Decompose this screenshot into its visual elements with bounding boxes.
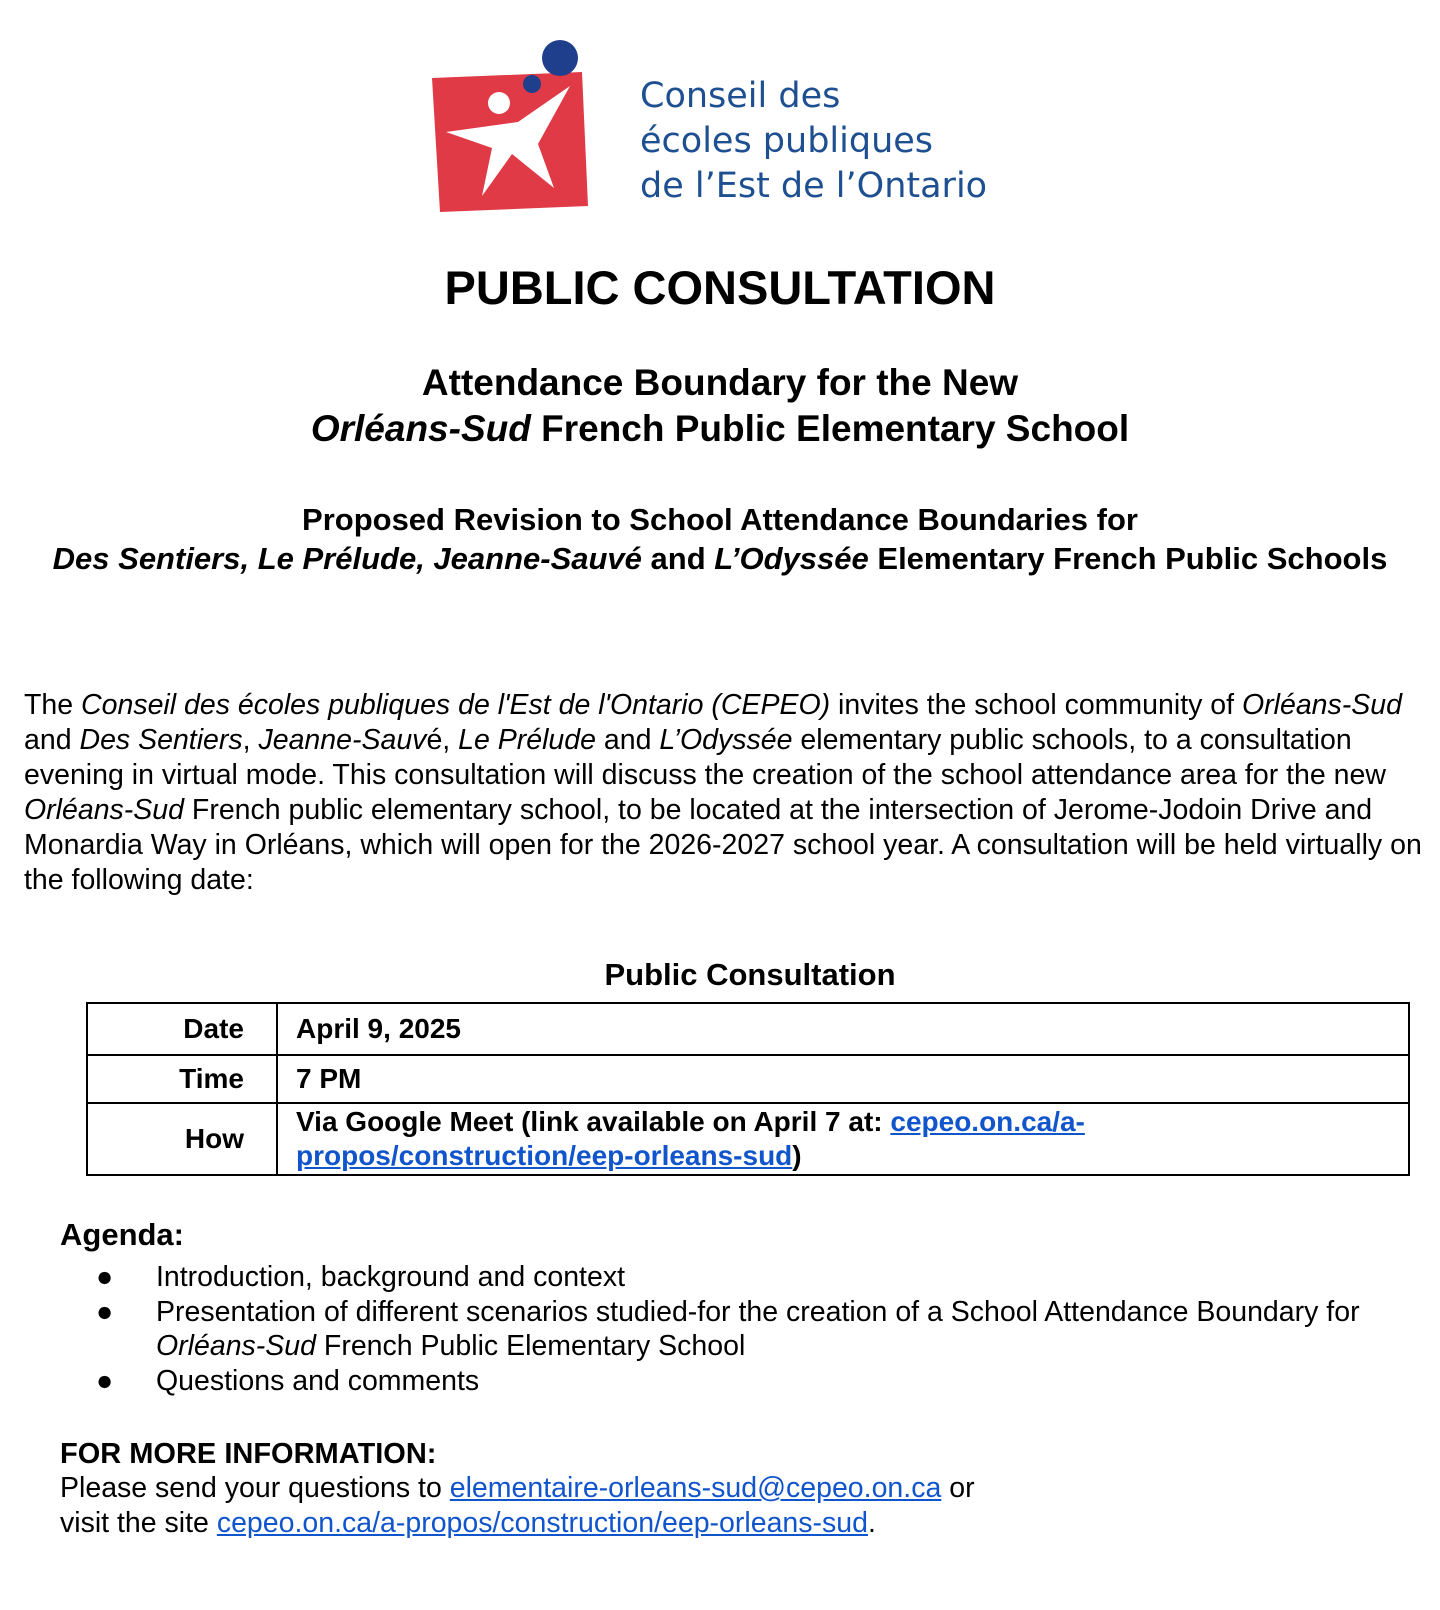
table-row xyxy=(87,1055,1409,1103)
logo-line-3: de l’Est de l’Ontario xyxy=(640,166,988,206)
bullet-icon: ● xyxy=(96,1261,114,1293)
more-info-line-1 xyxy=(60,1471,1360,1506)
list-item xyxy=(60,1295,1440,1364)
logo-line-1: Conseil des xyxy=(640,76,841,116)
intro-school: Des Sentiers xyxy=(79,724,243,756)
intro-school: Le Prélude xyxy=(458,724,596,756)
logo-large-blue-dot xyxy=(542,40,578,76)
bullet-icon: ● xyxy=(96,1364,114,1397)
consultation-heading: Public Consultation xyxy=(604,957,896,992)
more-info-text-part: or xyxy=(941,1472,975,1504)
logo-line-2: écoles publiques xyxy=(640,121,934,161)
logo-small-blue-dot xyxy=(523,75,541,93)
more-info-text-part: . xyxy=(867,1507,876,1539)
intro-text: The xyxy=(24,689,82,721)
intro-text: elementary public schools, to a consultation evening in virtual mode. This consultation will discuss the creation of the school attendance area for the new xyxy=(24,724,1386,791)
proposed-schools: Des Sentiers, Le Prélude, Jeanne-Sauvé xyxy=(52,541,642,576)
cepeo-logo xyxy=(432,36,608,216)
agenda-school-name: Orléans-Sud xyxy=(156,1330,316,1362)
proposed-and: and xyxy=(641,541,715,576)
subtitle-school-name: Orléans-Sud xyxy=(310,408,531,449)
proposed-line-1: Proposed Revision to School Attendance Boundaries for xyxy=(302,502,1138,537)
date-label: Date xyxy=(87,1003,277,1055)
intro-text: French public elementary school, to be located at the intersection of Jerome-Jodoin Drive and Monardia Way in Orléans, which will open for the 2026-2027 school year. A consultation will be held virtually on the following date: xyxy=(24,794,1422,896)
how-value xyxy=(277,1103,1409,1175)
table-row xyxy=(87,1103,1409,1175)
agenda-item-text: Presentation of different scenarios studied-for the creation of a School Attendance Boundary for xyxy=(156,1295,1360,1328)
date-value: April 9, 2025 xyxy=(277,1003,1409,1055)
consultation-table xyxy=(86,1002,1410,1176)
email-link[interactable]: elementaire-orleans-sud@cepeo.on.ca xyxy=(449,1472,942,1504)
intro-school: Orléans-Sud xyxy=(24,794,184,826)
page-title: PUBLIC CONSULTATION xyxy=(444,261,996,314)
agenda-item-text: Questions and comments xyxy=(156,1364,480,1397)
subtitle-line-2-rest: French Public Elementary School xyxy=(530,408,1130,449)
cepeo-logo-icon xyxy=(432,36,608,216)
intro-board-name: Conseil des écoles publiques de l'Est de l'Ontario (CEPEO) xyxy=(81,689,831,721)
agenda-list xyxy=(60,1260,1440,1398)
table-row xyxy=(87,1003,1409,1055)
time-value: 7 PM xyxy=(277,1055,1409,1103)
subtitle xyxy=(20,360,1420,452)
agenda-item-text: Introduction, background and context xyxy=(156,1261,625,1293)
proposed-revision-heading xyxy=(20,500,1420,578)
proposed-school-4: L’Odyssée xyxy=(714,541,869,576)
intro-school: L’Odyssée xyxy=(659,724,793,756)
more-info-title: FOR MORE INFORMATION: xyxy=(60,1438,437,1470)
list-item xyxy=(60,1364,1440,1399)
time-label: Time xyxy=(87,1055,277,1103)
intro-text: , xyxy=(242,724,259,756)
proposed-line-2 xyxy=(20,539,1420,578)
intro-text: and xyxy=(595,724,660,756)
more-info-text xyxy=(60,1471,1360,1541)
how-label: How xyxy=(87,1103,277,1175)
site-link[interactable]: cepeo.on.ca/a-propos/construction/eep-orleans-sud xyxy=(216,1507,868,1539)
how-suffix: ) xyxy=(792,1140,802,1171)
more-info-text-part: Please send your questions to xyxy=(60,1472,450,1504)
bullet-icon: ● xyxy=(96,1295,114,1328)
more-info-text-part: visit the site xyxy=(60,1507,217,1539)
subtitle-line-2 xyxy=(20,406,1420,452)
intro-paragraph xyxy=(24,688,1424,898)
logo-wordmark xyxy=(640,74,987,209)
consultation-link[interactable]: cepeo.on.ca/a-propos/construction/eep-orleans-sud xyxy=(296,1106,1085,1171)
list-item xyxy=(60,1260,1440,1295)
more-info-line-2 xyxy=(60,1506,1360,1541)
intro-text: invites the school community of xyxy=(830,689,1242,721)
intro-school: Orléans-Sud xyxy=(1241,689,1402,721)
intro-text: é, xyxy=(426,724,459,756)
agenda-item-text-rest: French Public Elementary School xyxy=(316,1330,746,1362)
logo-figure-head xyxy=(488,92,510,114)
intro-school: Jeanne-Sauv xyxy=(258,724,427,756)
how-prefix: Via Google Meet (link available on April 7 at: xyxy=(296,1106,891,1137)
proposed-rest: Elementary French Public Schools xyxy=(868,541,1388,576)
agenda-title: Agenda: xyxy=(60,1217,184,1252)
intro-text: and xyxy=(24,724,80,756)
subtitle-line-1: Attendance Boundary for the New xyxy=(421,362,1019,403)
